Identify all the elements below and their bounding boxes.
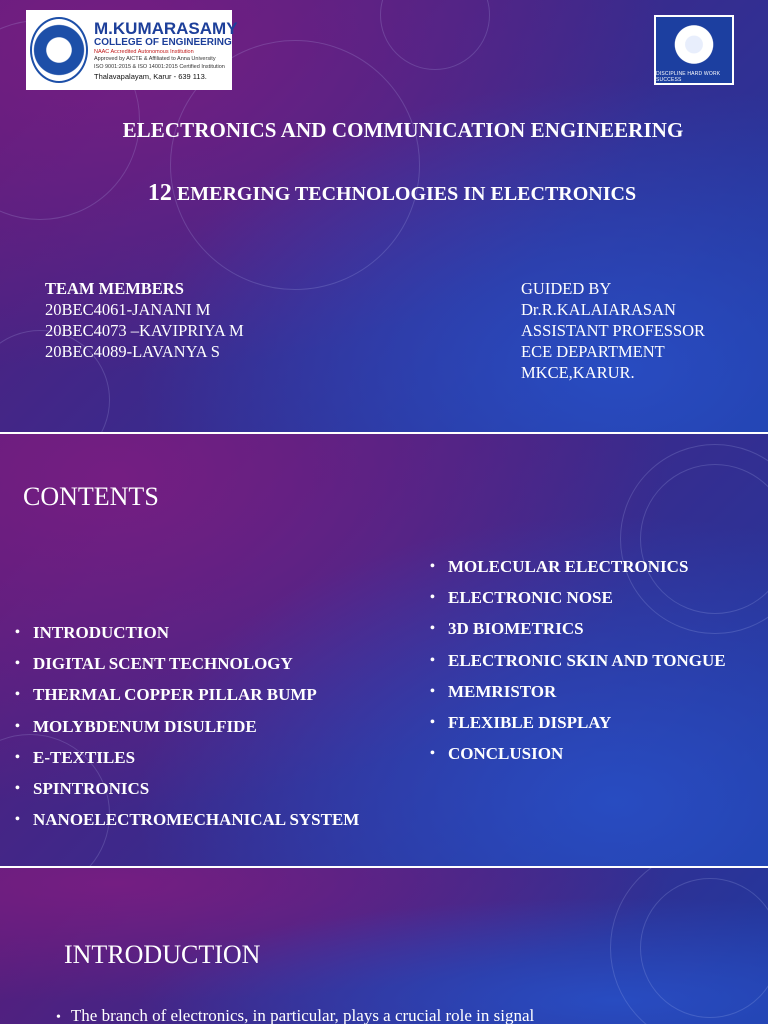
list-item-label: E-TEXTILES [33, 747, 136, 767]
contents-list-right [430, 551, 726, 769]
bullet-icon: • [15, 812, 20, 828]
list-item [15, 742, 359, 773]
list-item [430, 707, 726, 738]
list-item-label: ELECTRONIC SKIN AND TONGUE [448, 650, 726, 670]
bullet-icon: • [15, 749, 20, 765]
team-member: 20BEC4061-JANANI M [45, 300, 211, 319]
list-item [15, 617, 359, 648]
list-item [430, 738, 726, 769]
college-logo [26, 10, 238, 90]
list-item-label: CONCLUSION [448, 744, 564, 764]
college-emblem-icon [30, 17, 88, 83]
list-item [15, 804, 359, 835]
introduction-first-line [56, 1006, 534, 1024]
guide-line: MKCE,KARUR. [521, 363, 635, 382]
list-item-label: FLEXIBLE DISPLAY [448, 712, 612, 732]
crest-motto: DISCIPLINE HARD WORK SUCCESS [656, 71, 721, 83]
guide-line: GUIDED BY [521, 279, 612, 298]
presentation-title [0, 180, 768, 207]
list-item-label: ELECTRONIC NOSE [448, 588, 613, 608]
bullet-icon: • [430, 621, 435, 637]
bullet-icon: • [15, 625, 20, 640]
bullet-icon: • [430, 559, 435, 574]
team-members-block [45, 278, 244, 362]
introduction-text: The branch of electronics, in particular, plays a crucial role in signal [70, 1006, 535, 1024]
college-subtitle: COLLEGE OF ENGINEERING [94, 36, 232, 48]
list-item-label: DIGITAL SCENT TECHNOLOGY [33, 654, 293, 674]
contents-list-left [15, 617, 359, 835]
contents-slide [0, 434, 768, 866]
list-item-label: THERMAL COPPER PILLAR BUMP [33, 685, 317, 705]
introduction-heading: INTRODUCTION [64, 940, 261, 969]
list-item-label: NANOELECTROMECHANICAL SYSTEM [33, 810, 360, 830]
list-item [15, 711, 359, 742]
team-member: 20BEC4089-LAVANYA S [45, 342, 220, 361]
iso-text: ISO 9001:2015 & ISO 14001:2015 Certified Institution [94, 63, 225, 70]
guide-block [521, 278, 705, 383]
college-address: Thalavapalayam, Karur - 639 113. [94, 72, 207, 81]
title-slide [0, 0, 768, 432]
list-item [15, 773, 359, 804]
guide-line: ECE DEPARTMENT [521, 342, 665, 361]
list-item [430, 551, 726, 582]
bullet-icon: • [15, 780, 20, 796]
list-item-label: 3D BIOMETRICS [448, 619, 584, 639]
list-item [430, 582, 726, 613]
list-item [15, 648, 359, 679]
list-item [430, 676, 726, 707]
bullet-icon: • [430, 746, 435, 762]
bullet-icon: • [430, 714, 435, 730]
team-heading: TEAM MEMBERS [45, 279, 184, 298]
crest-icon [668, 22, 720, 67]
contents-heading: CONTENTS [23, 482, 159, 511]
guide-line: ASSISTANT PROFESSOR [521, 321, 706, 340]
bullet-icon: • [56, 1010, 61, 1024]
title-number: 12 [147, 180, 172, 206]
bullet-icon: • [15, 687, 20, 703]
bullet-icon: • [15, 718, 20, 734]
list-item-label: MOLYBDENUM DISULFIDE [33, 716, 257, 736]
institution-crest-logo [654, 15, 734, 85]
introduction-slide [0, 868, 768, 1024]
list-item-label: SPINTRONICS [33, 778, 150, 798]
list-item [430, 613, 726, 644]
decorative-ring [640, 878, 768, 1018]
department-title: ELECTRONICS AND COMMUNICATION ENGINEERING [122, 118, 684, 142]
guide-line: Dr.R.KALAIARASAN [521, 300, 676, 319]
list-item-label: MOLECULAR ELECTRONICS [448, 557, 689, 576]
bullet-icon: • [15, 656, 20, 672]
list-item-label: INTRODUCTION [33, 623, 170, 642]
bullet-icon: • [430, 652, 435, 668]
approval-text: Approved by AICTE & Affiliated to Anna University [94, 56, 216, 62]
list-item [430, 645, 726, 676]
title-text: EMERGING TECHNOLOGIES IN ELECTRONICS [171, 183, 637, 205]
team-member: 20BEC4073 –KAVIPRIYA M [45, 321, 244, 340]
list-item-label: MEMRISTOR [448, 681, 557, 701]
list-item [15, 679, 359, 710]
college-name: M.KUMARASAMY [94, 18, 238, 38]
accreditation-text: NAAC Accredited Autonomous Institution [94, 48, 194, 55]
bullet-icon: • [430, 590, 435, 606]
bullet-icon: • [430, 683, 435, 699]
decorative-ring [380, 0, 490, 70]
